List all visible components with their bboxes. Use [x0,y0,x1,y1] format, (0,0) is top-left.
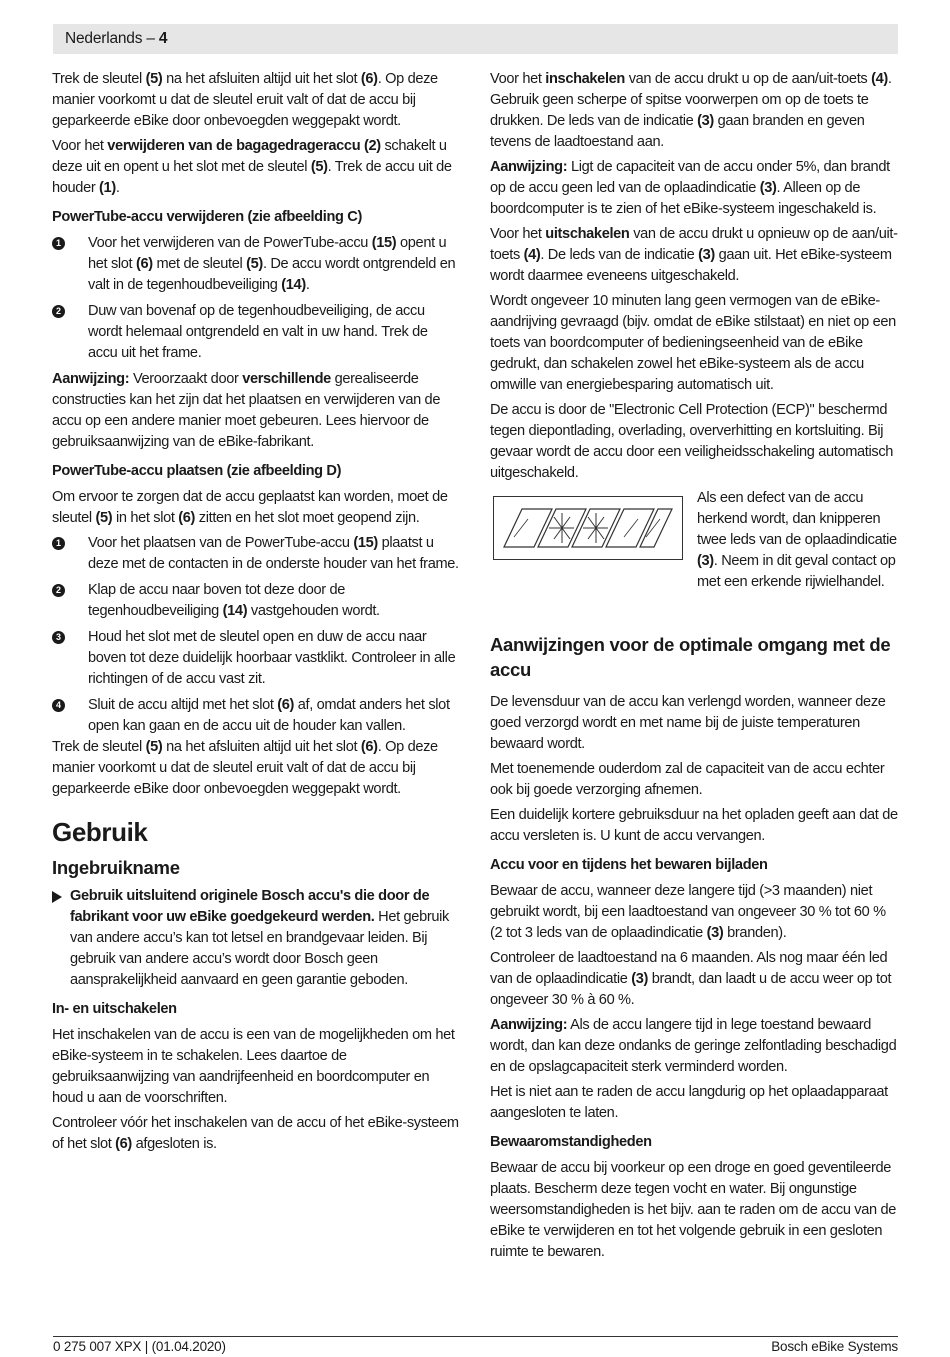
footer-brand: Bosch eBike Systems [771,1339,898,1354]
paragraph-check-lock: Controleer vóór het inschakelen van de accu of het eBike-systeem of het slot (6) afgesloten is. [52,1115,459,1152]
defect-indication-block [490,488,898,614]
paragraph-switch-off: Voor het uitschakelen van de accu drukt u opnieuw op de aan/uit-toets (4). De leds van de indicatie (3) gaan uit. Het eBike-systeem wordt daarmee eveneens uitgeschakeld. [490,226,898,284]
step-number: 3 [52,631,65,644]
insert-step-3: 3 Houd het slot met de sleutel open en duw de accu naar boven tot deze duidelijk hoorbaar vastklikt. Controleer in alle richtingen of de accu vast zit. [52,627,460,690]
warning-original-batteries: Gebruik uitsluitend originele Bosch accu's die door de fabrikant voor uw eBike goedgekeurd werden. Het gebruik van andere accu’s kan tot letsel en brandgevaar leiden. Bij gebruik van andere accu’s wordt door Bosch geen aansprakelijkheid aanvaard en geen garantie geboden. [52,886,460,991]
note-empty-storage: Aanwijzing: Als de accu langere tijd in lege toestand bewaard wordt, dan kan deze ondanks de geringe zelfontlading beschadigd en de opslagcapaciteit sterk verminderd worden. [490,1017,897,1075]
right-column [490,69,898,1267]
footer-divider [53,1336,898,1337]
paragraph-shorter-use: Een duidelijk kortere gebruiksduur na het opladen geeft aan dat de accu versleten is. U kunt de accu vervangen. [490,807,898,844]
step-number: 1 [52,237,65,250]
insert-step-2: 2 Klap de accu naar boven tot deze door de tegenhoudbeveiliging (14) vastgehouden wordt. [52,580,460,622]
step-number: 1 [52,537,65,550]
paragraph-lifetime: De levensduur van de accu kan verlengd worden, wanneer deze goed verzorgd wordt en met name bij de juiste temperaturen bewaard wordt. [490,694,886,752]
paragraph-rack-battery: Voor het verwijderen van de bagagedrageraccu (2) schakelt u deze uit en opent u het slot met de sleutel (5). Trek de accu uit de houder (1). [52,138,452,196]
heading-ingebruikname: Ingebruikname [52,857,180,878]
storage-heading: Bewaaromstandigheden [490,1134,652,1150]
paragraph-storage: Bewaar de accu bij voorkeur op een droge en goed geventileerde plaats. Bescherm deze tegen vocht en water. Bij ongunstige weersomstandigheden is het bijv. aan te raden om de accu van de eBike te verwijderen en tot het volgende gebruik in een gesloten ruimte te bewaren. [490,1160,897,1260]
charge-heading: Accu voor en tijdens het bewaren bijladen [490,857,768,873]
paragraph-control-charge: Controleer de laadtoestand na 6 maanden. Als nog maar één led van de oplaadindicatie (3) brandt, dan laadt u de accu weer op tot ongeveer 30 % à 60 %. [490,950,892,1008]
insert-intro: Om ervoor te zorgen dat de accu geplaatst kan worden, moet de sleutel (5) in het slot (6) zitten en het slot moet geopend zijn. [52,489,448,526]
step-number: 2 [52,305,65,318]
note-low-capacity: Aanwijzing: Ligt de capaciteit van de accu onder 5%, dan brandt op de accu geen led van de oplaadindicatie (3). Alleen op de boordcomputer is te zien of het eBike-systeem ingeschakeld is. [490,159,890,217]
step-number: 2 [52,584,65,597]
paragraph-store-charge: Bewaar de accu, wanneer deze langere tijd (>3 maanden) niet gebruikt wordt, bij een laadtoestand van ongeveer 30 % tot 60 % (2 tot 3 leds van de oplaadindicatie (3) branden). [490,883,886,941]
paragraph-auto-off: Wordt ongeveer 10 minuten lang geen vermogen van de eBike-aandrijving gevraagd (bijv. omdat de eBike stilstaat) en niet op een toets van boordcomputer of bedieningseenheid van de eBike gedrukt, dan schakelen zowel het eBike-systeem als de accu omwille van energiebesparing automatisch uit. [490,293,896,393]
header-page-number: 4 [158,30,168,47]
remove-step-1: 1 Voor het verwijderen van de PowerTube-accu (15) opent u het slot (6) met de sleutel (5). De accu wordt ontgrendeld en valt in de tegenhoudbeveiliging (14). [52,233,460,296]
page-header [53,24,898,54]
switch-heading: In- en uitschakelen [52,1001,177,1017]
remove-heading: PowerTube-accu verwijderen (zie afbeelding C) [52,209,362,225]
paragraph-key-removal-2: Trek de sleutel (5) na het afsluiten altijd uit het slot (6). Op deze manier voorkomt u dat de sleutel eruit valt of dat de accu bij geparkeerde eBike door onbevoegden weggepakt wordt. [52,739,438,797]
heading-gebruik: Gebruik [52,817,148,847]
defect-text: Als een defect van de accu herkend wordt, dan knipperen twee leds van de oplaadindicatie (3). Neem in dit geval contact op met een erkende rijwielhandel. [697,490,897,590]
arrow-bullet-icon [52,891,62,903]
footer-doc-id: 0 275 007 XPX | (01.04.2020) [53,1339,226,1354]
note-constructions: Aanwijzing: Veroorzaakt door verschillende gerealiseerde constructies kan het zijn dat het plaatsen en verwijderen van de accu op een andere manier moet gebeuren. Lees hiervoor de gebruiksaanwijzing van de eBike-fabrikant. [52,371,441,450]
paragraph-aging: Met toenemende ouderdom zal de capaciteit van de accu echter ook bij goede verzorging afnemen. [490,761,885,798]
insert-step-4: 4 Sluit de accu altijd met het slot (6) af, omdat anders het slot open kan gaan en de accu uit de houder kan vallen. [52,695,460,737]
blinking-leds-icon [493,496,683,560]
remove-step-2: 2 Duw van bovenaf op de tegenhoudbeveiliging, de accu wordt helemaal ontgrendeld en valt in uw hand. Trek de accu uit het frame. [52,301,460,364]
heading-optimal-handling: Aanwijzingen voor de optimale omgang met de accu [490,634,891,680]
header-language: Nederlands – [65,30,155,47]
paragraph-switch: Het inschakelen van de accu is een van de mogelijkheden om het eBike-systeem in te schakelen. Lees daartoe de gebruiksaanwijzing van aandrijfeenheid en boordcomputer en houd u aan de voorschriften. [52,1027,455,1106]
insert-step-1: 1 Voor het plaatsen van de PowerTube-accu (15) plaatst u deze met de contacten in de onderste houder van het frame. [52,533,460,575]
header-label [65,30,167,48]
step-number: 4 [52,699,65,712]
paragraph-ecp: De accu is door de "Electronic Cell Protection (ECP)" beschermd tegen diepontlading, overlading, oververhitting en kortsluiting. Bij gevaar wordt de accu door een veiligheidsschakeling automatisch uitgeschakeld. [490,402,894,481]
insert-heading: PowerTube-accu plaatsen (zie afbeelding D) [52,463,342,479]
paragraph-charger: Het is niet aan te raden de accu langdurig op het oplaadapparaat aangesloten te laten. [490,1084,888,1121]
paragraph-key-removal: Trek de sleutel (5) na het afsluiten altijd uit het slot (6). Op deze manier voorkomt u dat de sleutel eruit valt of dat de accu bij geparkeerde eBike door onbevoegden weggepakt wordt. [52,71,438,129]
paragraph-switch-on: Voor het inschakelen van de accu drukt u op de aan/uit-toets (4). Gebruik geen scherpe of spitse voorwerpen om op de toets te drukken. De leds van de indicatie (3) gaan branden en geven tevens de laadtoestand aan. [490,71,892,150]
left-column [52,69,460,1159]
